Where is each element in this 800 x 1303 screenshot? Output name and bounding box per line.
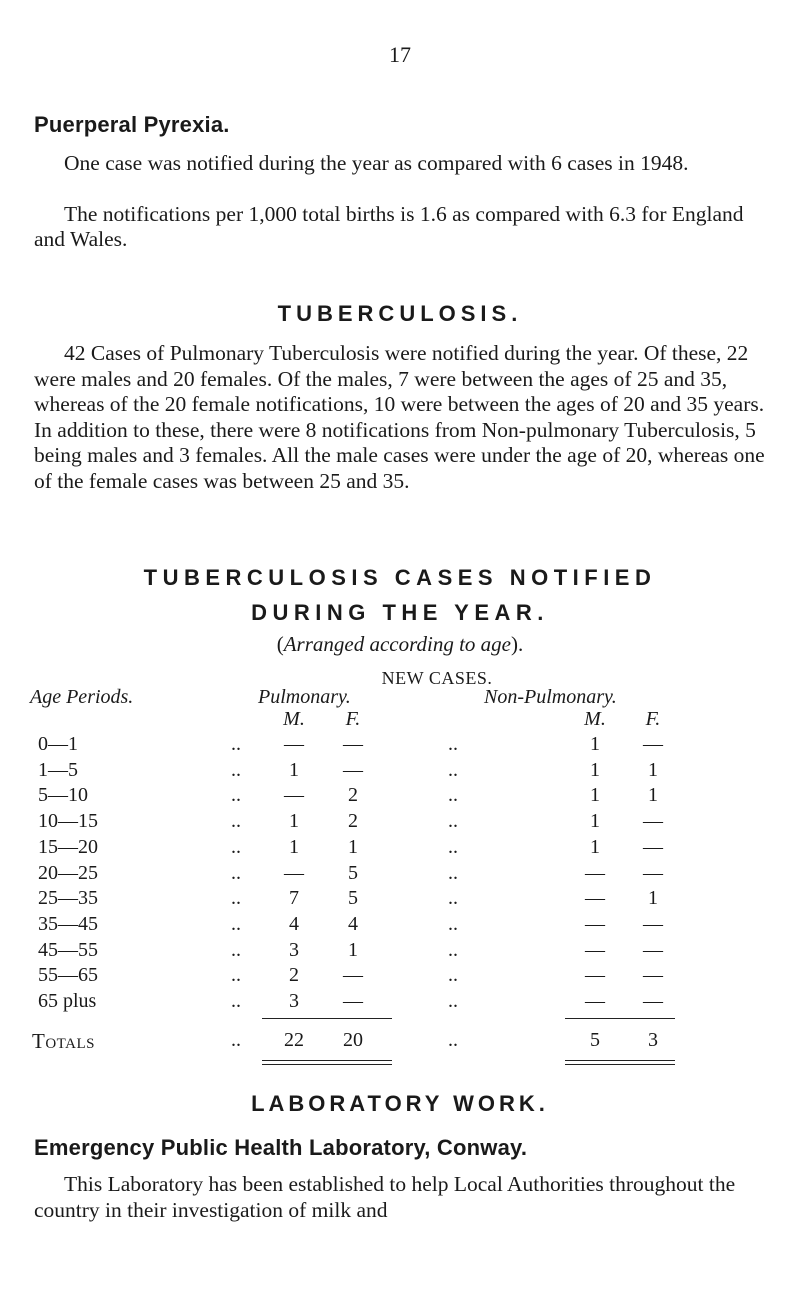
count-cell-pm: 3 (289, 990, 299, 1012)
age-period-cell: 65 plus (38, 990, 97, 1012)
total-nonpulmonary-f: 3 (648, 1029, 658, 1051)
count-cell-nf: — (643, 990, 663, 1012)
count-cell-pm: — (284, 862, 304, 884)
count-cell-pm: 4 (289, 913, 299, 935)
age-period-cell: 10—15 (38, 810, 98, 832)
count-cell-pf: 2 (348, 810, 358, 832)
count-cell-pf: — (343, 759, 363, 781)
pulmonary-total-rule (262, 1018, 392, 1019)
totals-leader-2: .. (448, 1029, 458, 1051)
count-cell-pf: 4 (348, 913, 358, 935)
dot-leader: .. (448, 733, 458, 755)
puerperal-paragraph-1: One case was notified during the year as compared with 6 cases in 1948. (64, 151, 689, 175)
count-cell-nf: — (643, 939, 663, 961)
dot-leader: .. (231, 759, 241, 781)
count-cell-nf: — (643, 836, 663, 858)
dot-leader: .. (231, 784, 241, 806)
age-period-cell: 55—65 (38, 964, 98, 986)
count-cell-nf: 1 (648, 784, 658, 806)
subtitle-close: ). (511, 632, 524, 656)
count-cell-nm: 1 (590, 733, 600, 755)
count-cell-nm: 1 (590, 836, 600, 858)
count-cell-pm: 1 (289, 836, 299, 858)
totals-leader: .. (231, 1029, 241, 1051)
total-pulmonary-f: 20 (343, 1029, 363, 1051)
dot-leader: .. (448, 759, 458, 781)
totals-label: Totals (32, 1029, 95, 1053)
table-title-line1: TUBERCULOSIS CASES NOTIFIED (143, 565, 657, 590)
dot-leader: .. (448, 784, 458, 806)
count-cell-pf: — (343, 964, 363, 986)
count-cell-pf: 5 (348, 862, 358, 884)
age-period-cell: 35—45 (38, 913, 98, 935)
age-period-cell: 20—25 (38, 862, 98, 884)
laboratory-subheading: Emergency Public Health Laboratory, Conway. (34, 1135, 528, 1160)
pulmonary-m-header: M. (283, 708, 305, 730)
count-cell-pf: 5 (348, 887, 358, 909)
nonpulmonary-m-header: M. (584, 708, 606, 730)
pulmonary-f-header: F. (345, 708, 361, 730)
total-pulmonary-m: 22 (284, 1029, 304, 1051)
dot-leader: .. (231, 990, 241, 1012)
pulmonary-double-rule-2 (262, 1064, 392, 1065)
laboratory-section (34, 1172, 770, 1223)
count-cell-pf: 1 (348, 836, 358, 858)
dot-leader: .. (448, 862, 458, 884)
count-cell-nm: 1 (590, 810, 600, 832)
count-cell-pm: 1 (289, 810, 299, 832)
count-cell-nf: — (643, 733, 663, 755)
dot-leader: .. (448, 836, 458, 858)
age-period-cell: 5—10 (38, 784, 88, 806)
puerperal-paragraph-2: The notifications per 1,000 total births is 1.6 as compared with 6.3 for England and Wales. (34, 201, 744, 252)
nonpulmonary-f-header: F. (645, 708, 661, 730)
subtitle-text: Arranged according to age (283, 632, 512, 656)
age-period-cell: 15—20 (38, 836, 98, 858)
table-title-line2: DURING THE YEAR. (251, 600, 549, 625)
count-cell-pf: — (343, 733, 363, 755)
laboratory-heading: LABORATORY WORK. (251, 1091, 549, 1116)
count-cell-nf: — (643, 913, 663, 935)
tuberculosis-heading: TUBERCULOSIS. (277, 301, 523, 326)
count-cell-nf: — (643, 810, 663, 832)
count-cell-pm: 3 (289, 939, 299, 961)
dot-leader: .. (231, 939, 241, 961)
count-cell-nf: 1 (648, 759, 658, 781)
nonpulmonary-double-rule-2 (565, 1064, 675, 1065)
count-cell-pf: 1 (348, 939, 358, 961)
count-cell-nm: 1 (590, 784, 600, 806)
count-cell-nf: — (643, 862, 663, 884)
count-cell-pm: 7 (289, 887, 299, 909)
col-age-header: Age Periods. (30, 686, 134, 708)
subtitle-open: ( (276, 632, 284, 656)
count-cell-nm: — (585, 964, 605, 986)
age-period-cell: 0—1 (38, 733, 78, 755)
age-period-cell: 25—35 (38, 887, 98, 909)
col-pulmonary-header: Pulmonary. (258, 686, 351, 708)
dot-leader: .. (448, 939, 458, 961)
count-cell-nm: 1 (590, 759, 600, 781)
dot-leader: .. (448, 913, 458, 935)
new-cases-label: NEW CASES. (381, 668, 493, 688)
dot-leader: .. (231, 810, 241, 832)
dot-leader: .. (231, 964, 241, 986)
puerperal-heading: Puerperal Pyrexia. (34, 112, 230, 137)
nonpulmonary-total-rule (565, 1018, 675, 1019)
count-cell-nm: — (585, 990, 605, 1012)
age-period-cell: 45—55 (38, 939, 98, 961)
count-cell-nm: — (585, 887, 605, 909)
nonpulmonary-double-rule-1 (565, 1060, 675, 1061)
dot-leader: .. (231, 887, 241, 909)
col-nonpulmonary-header: Non-Pulmonary. (484, 686, 617, 708)
dot-leader: .. (448, 990, 458, 1012)
count-cell-nf: 1 (648, 887, 658, 909)
dot-leader: .. (231, 733, 241, 755)
count-cell-nm: — (585, 913, 605, 935)
count-cell-nf: — (643, 964, 663, 986)
age-period-cell: 1—5 (38, 759, 78, 781)
dot-leader: .. (231, 862, 241, 884)
dot-leader: .. (448, 887, 458, 909)
laboratory-paragraph: This Laboratory has been established to help Local Authorities throughout the country in their investigation of milk and (34, 1172, 736, 1222)
count-cell-pm: 2 (289, 964, 299, 986)
count-cell-pm: 1 (289, 759, 299, 781)
tuberculosis-paragraph: 42 Cases of Pulmonary Tuberculosis were notified during the year. Of these, 22 were males and 20 females. Of the males, 7 were between the ages of 25 and 35, whereas of the 20 female notifications, 10 were between the ages of 20 and 35 years. In addition to these, there were 8 notifications from Non-pulmonary Tuberculosis, 5 being males and 3 females. All the male cases were under the age of 20, whereas one of the female cases was between 25 and 35. (34, 341, 765, 493)
count-cell-nm: — (585, 939, 605, 961)
dot-leader: .. (231, 836, 241, 858)
dot-leader: .. (448, 964, 458, 986)
dot-leader: .. (448, 810, 458, 832)
count-cell-pm: — (284, 733, 304, 755)
count-cell-pm: — (284, 784, 304, 806)
count-cell-nm: — (585, 862, 605, 884)
total-nonpulmonary-m: 5 (590, 1029, 600, 1051)
count-cell-pf: 2 (348, 784, 358, 806)
page-number: 17 (389, 42, 411, 67)
dot-leader: .. (231, 913, 241, 935)
count-cell-pf: — (343, 990, 363, 1012)
pulmonary-double-rule-1 (262, 1060, 392, 1061)
